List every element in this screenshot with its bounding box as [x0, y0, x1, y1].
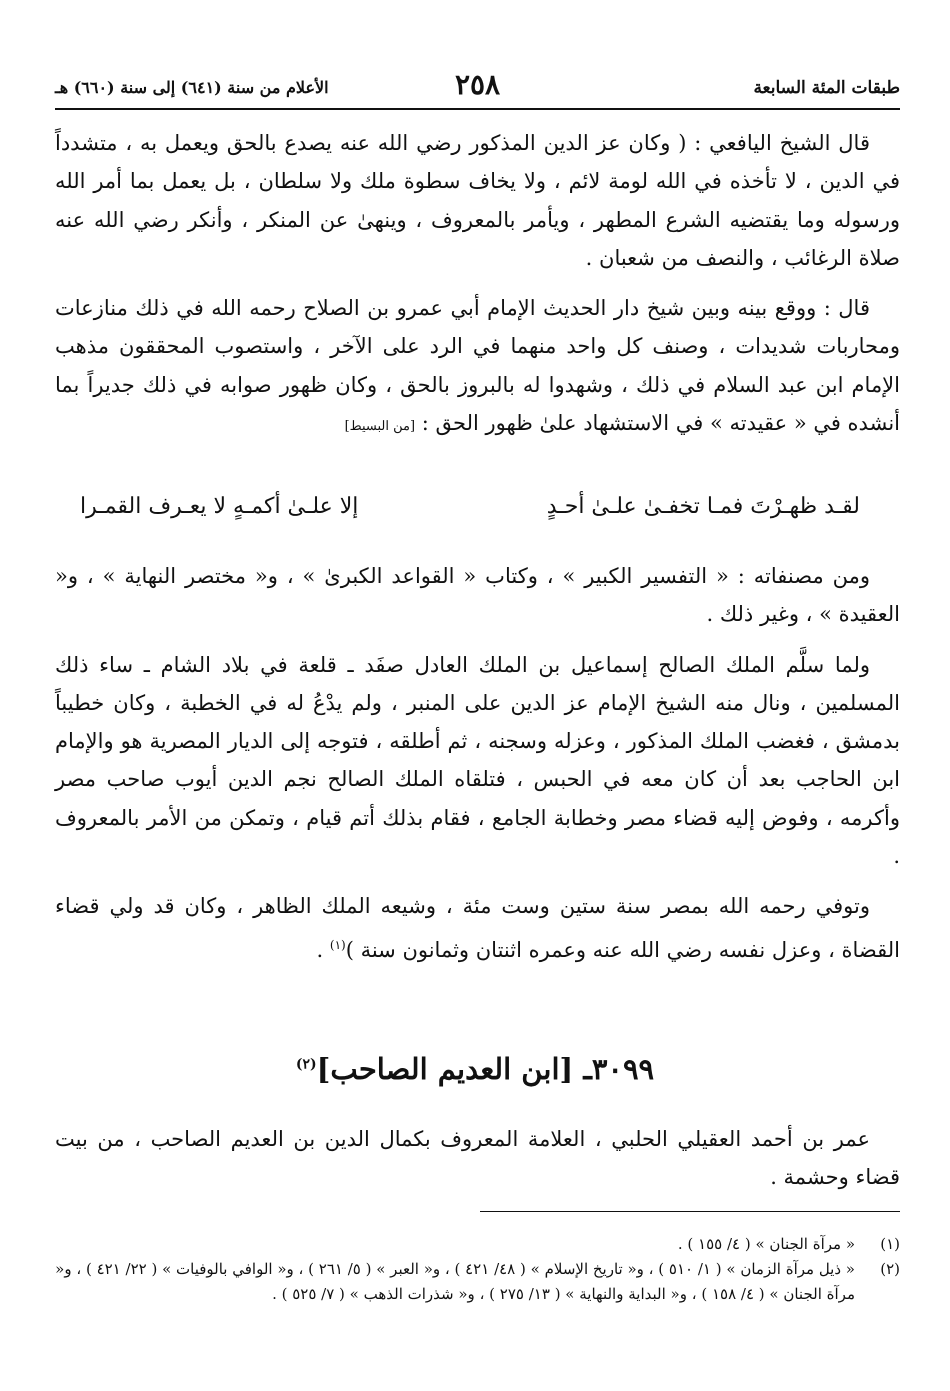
verse-first-hemistich: لقـد ظهـرْتَ فمـا تخفـىٰ علـىٰ أحـدٍ: [546, 494, 860, 519]
paragraph-ibn-salah-text: قال : ووقع بينه وبين شيخ دار الحديث الإمام أبي عمرو بن الصلاح رحمه الله في ذلك منازعات ومحاربات شديدات ، وصنف كل واحد منهما في الرد على الآخر ، واستصوب المحققون مذهب الإمام ابن عبد السلام في ذلك ، وشهدوا له بالبروز بالحق ، وكان ظهور صوابه في ذلك جديراً بما أنشده في « عقيدته » في الاستشهاد علىٰ ظهور الحق :: [55, 296, 900, 436]
header-divider: [55, 108, 900, 110]
footnote-1: [55, 1232, 900, 1257]
entry-body: [55, 1120, 900, 1197]
body-block-1: [55, 124, 900, 446]
running-head-right: طبقات المئة السابعة: [753, 78, 900, 98]
footnote-ref-2: (٢): [295, 1056, 317, 1073]
meter-label: [من البسيط]: [344, 419, 416, 435]
footnote-2: [55, 1257, 900, 1307]
footnote-text: « مرآة الجنان » ( ٤/ ١٥٥ ) .: [677, 1235, 855, 1253]
paragraph-yafii-quote: قال الشيخ اليافعي : ( وكان عز الدين المذكور رضي الله عنه يصدع بالحق ويعمل به ، متشدداً في الدين ، لا تأخذه في الله لومة لائم ، ولا يخاف سطوة ملك ولا سلطان ، بل يعمل بما أمر الله ورسوله وما يقتضيه الشرع المطهر ، ويأمر بالمعروف ، وينهىٰ عن المنكر ، وأنكر رضي الله عنه صلاة الرغائب ، والنصف من شعبان .: [55, 131, 900, 270]
footnote-divider: [480, 1211, 900, 1212]
death-text: وتوفي رحمه الله بمصر سنة ستين وست مئة ، وشيعه الملك الظاهر ، وكان قد ولي قضاء القضاة ، وعزل نفسه رضي الله عنه وعمره اثنتان وثمانون سنة ): [55, 894, 900, 962]
page-header: [55, 58, 900, 110]
entry-heading: [0, 1052, 950, 1086]
paragraph-works: ومن مصنفاته : « التفسير الكبير » ، وكتاب « القواعد الكبرىٰ » ، و« مختصر النهاية » ، و« العقيدة » ، وغير ذلك .: [55, 564, 900, 627]
footnotes: [55, 1232, 900, 1307]
entry-title-text: ٣٠٩٩ـ [ابن العديم الصاحب]: [316, 1052, 655, 1086]
footnote-ref-1: (١): [329, 937, 346, 952]
entry-paragraph: عمر بن أحمد العقيلي الحلبي ، العلامة المعروف بكمال الدين بن العديم الصاحب ، من بيت قضاء وحشمة .: [55, 1127, 900, 1190]
footnote-text: « ذيل مرآة الزمان » ( ١/ ٥١٠ ) ، و« تاريخ الإسلام » ( ٤٨/ ٤٢١ ) ، و« العبر » ( ٥/ ٢٦١ ) ، و« الوافي بالوفيات » ( ٢٢/ ٤٢١ ) ، و« مرآة الجنان » ( ٤/ ١٥٨ ) ، و« البداية والنهاية » ( ١٣/ ٢٧٥ ) ، و« شذرات الذهب » ( ٧/ ٥٢٥ ) .: [55, 1260, 855, 1303]
page-number: ٢٥٨: [454, 68, 501, 101]
paragraph-ibn-salah-dispute: [55, 289, 900, 446]
death-tail: .: [316, 937, 330, 962]
verse-second-hemistich: إلا علـىٰ أكمـهٍ لا يعـرف القمـرا: [80, 494, 359, 519]
poem-verse: [80, 494, 860, 534]
body-block-2: [55, 557, 900, 969]
footnote-number: (١): [880, 1235, 900, 1253]
footnote-number: (٢): [880, 1260, 900, 1278]
running-head-left: الأعلام من سنة (٦٤١) إلى سنة (٦٦٠) هـ: [55, 78, 329, 97]
paragraph-death: [55, 887, 900, 969]
paragraph-safad: ولما سلَّم الملك الصالح إسماعيل بن الملك العادل صفَد ـ قلعة في بلاد الشام ـ ساء ذلك المسلمين ، ونال منه الشيخ الإمام عز الدين على المنبر ، ولم يدْعُ له في الخطبة ، وكان خطيباً بدمشق ، فغضب الملك المذكور ، وعزله وسجنه ، ثم أطلقه ، فتوجه إلى الديار المصرية هو والإمام ابن الحاجب بعد أن كان معه في الحبس ، فتلقاه الملك الصالح نجم الدين أيوب صاحب مصر وأكرمه ، وفوض إليه قضاء مصر وخطابة الجامع ، فقام بذلك أتم قيام ، وتمكن من الأمر بالمعروف .: [55, 652, 900, 869]
